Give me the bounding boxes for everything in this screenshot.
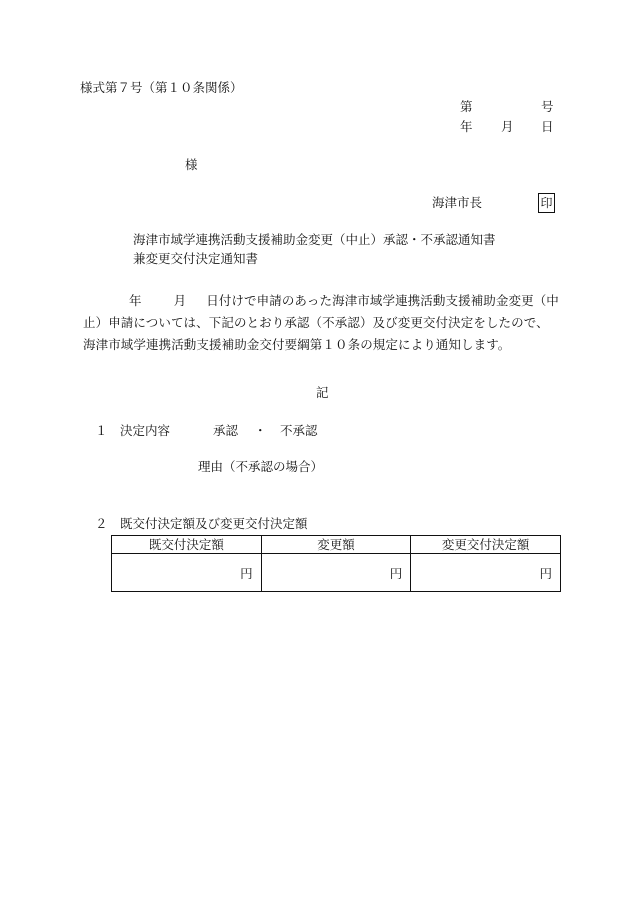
- option-separator: ・: [254, 423, 267, 438]
- date-day: 日: [541, 119, 554, 134]
- value-existing-amount: 円: [112, 554, 262, 592]
- header-existing-amount: 既交付決定額: [112, 536, 262, 554]
- item1-label: 決定内容: [120, 423, 171, 438]
- item2-label: 既交付決定額及び変更交付決定額: [120, 516, 308, 531]
- form-number: 様式第７号（第１０条関係）: [80, 80, 243, 95]
- reason-label: 理由（不承認の場合）: [198, 459, 324, 474]
- body-month: 月: [173, 293, 187, 308]
- date-year: 年: [460, 119, 473, 134]
- body-text: 日付けで申請のあった海津市域学連携活動支援補助金変更（中止）申請については、下記のとおり承認（不承認）及び変更交付決定をしたので、海津市域学連携活動支援補助金交付要綱第１０条の規定により通知します。: [83, 293, 559, 352]
- date-month: 月: [501, 119, 514, 134]
- doc-number-prefix: 第: [460, 99, 473, 114]
- header-new-amount: 変更交付決定額: [411, 536, 561, 554]
- seal-mark: 印: [538, 193, 555, 213]
- document-title-line2: 兼変更交付決定通知書: [133, 251, 259, 266]
- approve-option: 承認: [213, 423, 239, 438]
- body-paragraph: [83, 290, 561, 356]
- item2-number: ２: [95, 516, 108, 531]
- value-change-amount: 円: [261, 554, 411, 592]
- item1-number: １: [95, 423, 108, 438]
- doc-number-suffix: 号: [541, 99, 554, 114]
- disapprove-option: 不承認: [280, 423, 318, 438]
- amounts-table: [111, 535, 561, 592]
- ki-heading: 記: [316, 385, 329, 400]
- issuer-title: 海津市長: [432, 195, 483, 210]
- header-change-amount: 変更額: [261, 536, 411, 554]
- document-title-line1: 海津市域学連携活動支援補助金変更（中止）承認・不承認通知書: [133, 232, 496, 247]
- amounts-header-row: [112, 536, 561, 554]
- amounts-value-row: [112, 554, 561, 592]
- body-year: 年: [129, 293, 142, 308]
- addressee-suffix: 様: [185, 157, 198, 172]
- value-new-amount: 円: [411, 554, 561, 592]
